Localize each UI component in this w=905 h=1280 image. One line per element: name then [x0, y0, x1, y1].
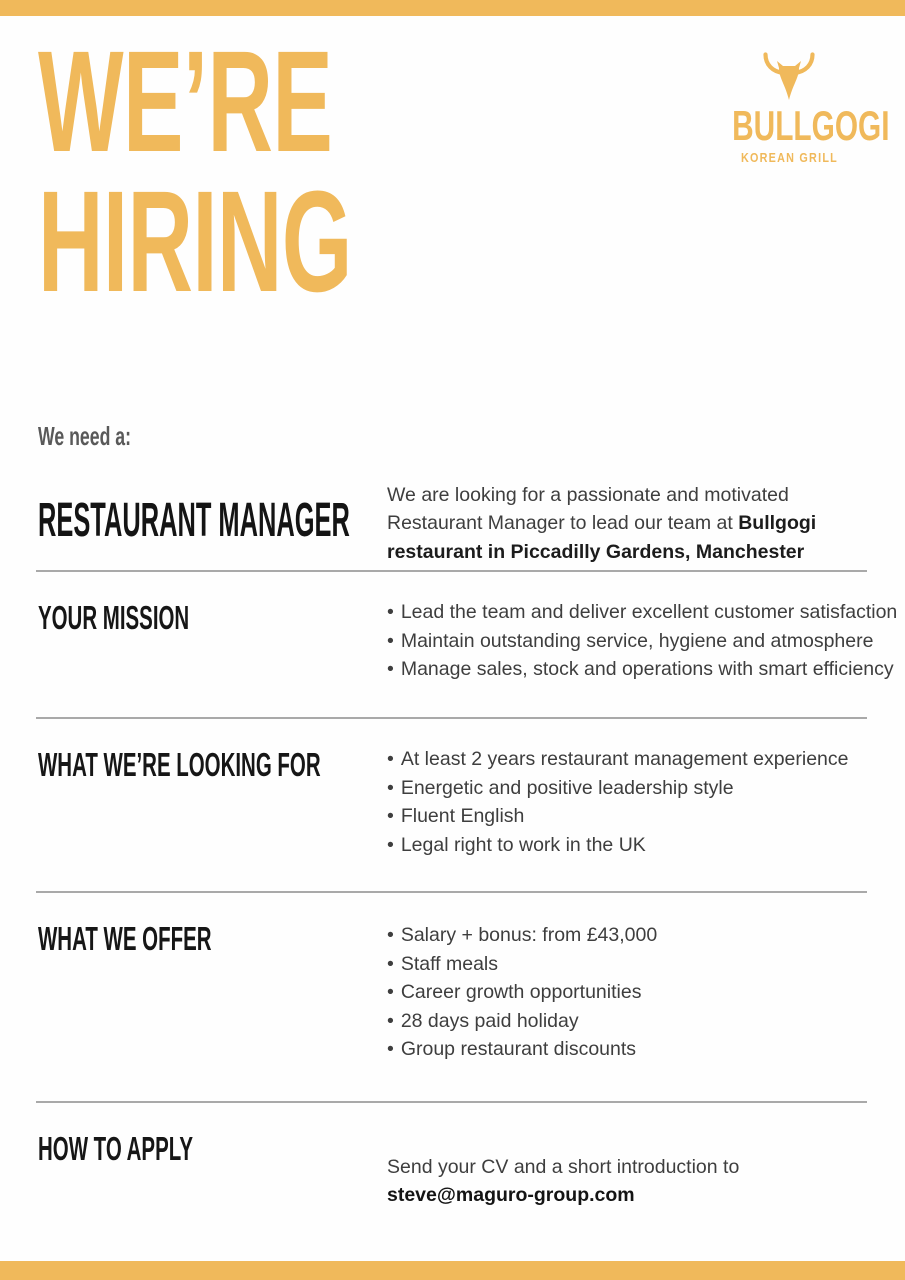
- section-heading-offer: WHAT WE OFFER: [38, 920, 212, 957]
- section-divider: [36, 717, 867, 719]
- section-divider: [36, 891, 867, 893]
- bullet-item: • 28 days paid holiday: [387, 1007, 657, 1036]
- section-heading-looking-for: WHAT WE’RE LOOKING FOR: [38, 746, 321, 783]
- apply-email: steve@maguro-group.com: [387, 1184, 635, 1206]
- brand-name: [700, 102, 890, 149]
- section-divider: [36, 1101, 867, 1103]
- brand-logo: [700, 52, 890, 165]
- job-title-text: RESTAURANT MANAGER: [38, 493, 350, 547]
- kicker-text: We need a:: [38, 421, 132, 451]
- bullet-item: • Group restaurant discounts: [387, 1035, 657, 1064]
- bullet-item: • Lead the team and deliver excellent customer satisfaction: [387, 598, 897, 627]
- brand-tagline: [700, 150, 878, 165]
- bullet-item: • Manage sales, stock and operations with smart efficiency: [387, 655, 897, 684]
- hero-line-2: HIRING: [38, 161, 352, 322]
- bull-head-icon: [762, 52, 816, 102]
- bullet-item: • Legal right to work in the UK: [387, 831, 849, 860]
- bullet-item: • Salary + bonus: from £43,000: [387, 921, 657, 950]
- mission-list: [387, 598, 897, 684]
- kicker-label: [38, 421, 175, 451]
- job-description-location: Bullgogi restaurant in Piccadilly Gardens, Manchester: [387, 512, 817, 563]
- bullet-item: • Career growth opportunities: [387, 978, 657, 1007]
- job-description-regular: We are looking for a passionate and motivated Restaurant Manager to lead our team at: [387, 483, 789, 534]
- apply-instructions: [387, 1153, 873, 1210]
- apply-instructions-text: Send your CV and a short introduction to: [387, 1155, 740, 1178]
- bullet-item: • Maintain outstanding service, hygiene and atmosphere: [387, 627, 897, 656]
- section-divider: [36, 570, 867, 572]
- bullet-item: • At least 2 years restaurant management experience: [387, 745, 849, 774]
- hero-line-1: WE’RE: [38, 21, 333, 182]
- bullet-item: • Energetic and positive leadership style: [387, 774, 849, 803]
- job-description: [387, 481, 873, 567]
- hero-title: [38, 21, 536, 322]
- top-accent-bar: [0, 0, 905, 16]
- bullet-item: • Staff meals: [387, 950, 657, 979]
- section-heading-apply: HOW TO APPLY: [38, 1130, 193, 1167]
- benefits-list: [387, 921, 657, 1064]
- brand-name-text: BULLGOGI: [732, 102, 890, 149]
- section-heading-mission: YOUR MISSION: [38, 599, 190, 636]
- requirements-list: [387, 745, 849, 859]
- bullet-item: • Fluent English: [387, 802, 849, 831]
- brand-tagline-text: KOREAN GRILL: [740, 150, 838, 165]
- bottom-accent-bar: [0, 1261, 905, 1280]
